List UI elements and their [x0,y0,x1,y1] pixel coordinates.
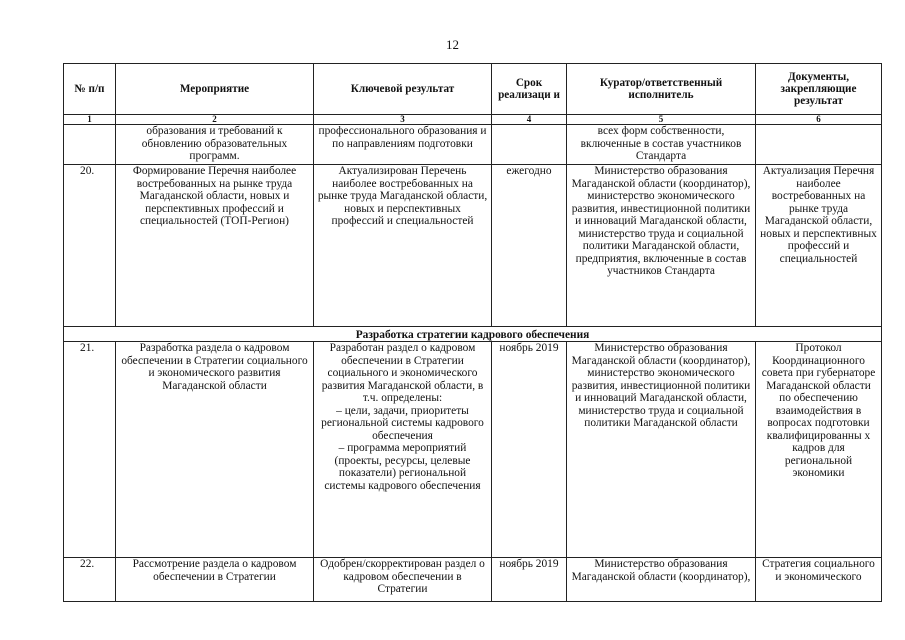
cell-term [492,125,567,165]
cell-result: Актуализирован Перечень наиболее востребованных на рынке труда Магаданской области, новых и перспективных профессий и специальностей [314,165,492,327]
cell-event: Формирование Перечня наиболее востребованных на рынке труда Магаданской области, новых и перспективных профессий и специальностей (ТОП-Регион) [116,165,314,327]
cell-num: 20. [64,165,116,327]
cell-term: ежегодно [492,165,567,327]
cell-event: Разработка раздела о кадровом обеспечении в Стратегии социального и экономического развития Магаданской области [116,342,314,558]
table-row-22 [64,558,882,602]
cell-result [314,342,492,558]
cell-num: 21. [64,342,116,558]
section-row [64,327,882,342]
header-result: Ключевой результат [314,64,492,115]
cell-curator: Министерство образования Магаданской области (координатор), министерство экономического развития, инвестиционной политики и инноваций Магаданской области, министерство труда и социальной политики Магаданской области, предприятия, включенные в состав участников Стандарта [567,165,756,327]
cell-result: профессионального образования и по направлениям подготовки [314,125,492,165]
result-item: – цели, задачи, приоритеты региональной системы кадрового обеспечения [321,404,484,442]
page-number: 12 [446,37,459,52]
table-row-21 [64,342,882,558]
cell-docs: Стратегия социального и экономического [756,558,882,602]
section-title: Разработка стратегии кадрового обеспечения [64,327,882,342]
cell-term: ноябрь 2019 [492,558,567,602]
table-header-row [64,64,882,115]
header-event: Мероприятие [116,64,314,115]
cell-docs [756,125,882,165]
cell-curator: Министерство образования Магаданской области (координатор), [567,558,756,602]
result-intro: Разработан раздел о кадровом обеспечении в Стратегии социального и экономического развития Магаданской области, в т.ч. определены: [321,342,484,404]
cell-docs: Актуализация Перечня наиболее востребованных на рынке труда Магаданской области, новых и перспективных профессий и специальностей [756,165,882,327]
cell-event: образования и требований к обновлению образовательных программ. [116,125,314,165]
col-number: 1 [64,115,116,125]
column-number-row [64,115,882,125]
header-curator: Куратор/ответственный исполнитель [567,64,756,115]
col-number: 3 [314,115,492,125]
table-row-20 [64,165,882,327]
table-row-continued [64,125,882,165]
measures-table [63,63,882,602]
cell-curator: всех форм собственности, включенные в состав участников Стандарта [567,125,756,165]
cell-term: ноябрь 2019 [492,342,567,558]
cell-docs: Протокол Координационного совета при губернаторе Магаданской области по обеспечению взаимодействия в вопросах подготовки квалифицированны х кадров для региональной экономики [756,342,882,558]
header-term: Срок реализаци и [492,64,567,115]
cell-curator: Министерство образования Магаданской области (координатор), министерство экономического развития, инвестиционной политики и инноваций Магаданской области, министерство труда и социальной политики Магаданской области [567,342,756,558]
cell-event: Рассмотрение раздела о кадровом обеспечении в Стратегии [116,558,314,602]
cell-num [64,125,116,165]
result-item: – программа мероприятий (проекты, ресурсы, целевые показатели) региональной системы кадрового обеспечения [324,442,481,492]
cell-num: 22. [64,558,116,602]
col-number: 5 [567,115,756,125]
col-number: 4 [492,115,567,125]
header-num: № п/п [64,64,116,115]
header-docs: Документы, закрепляющие результат [756,64,882,115]
cell-result: Одобрен/скорректирован раздел о кадровом обеспечении в Стратегии [314,558,492,602]
col-number: 2 [116,115,314,125]
col-number: 6 [756,115,882,125]
